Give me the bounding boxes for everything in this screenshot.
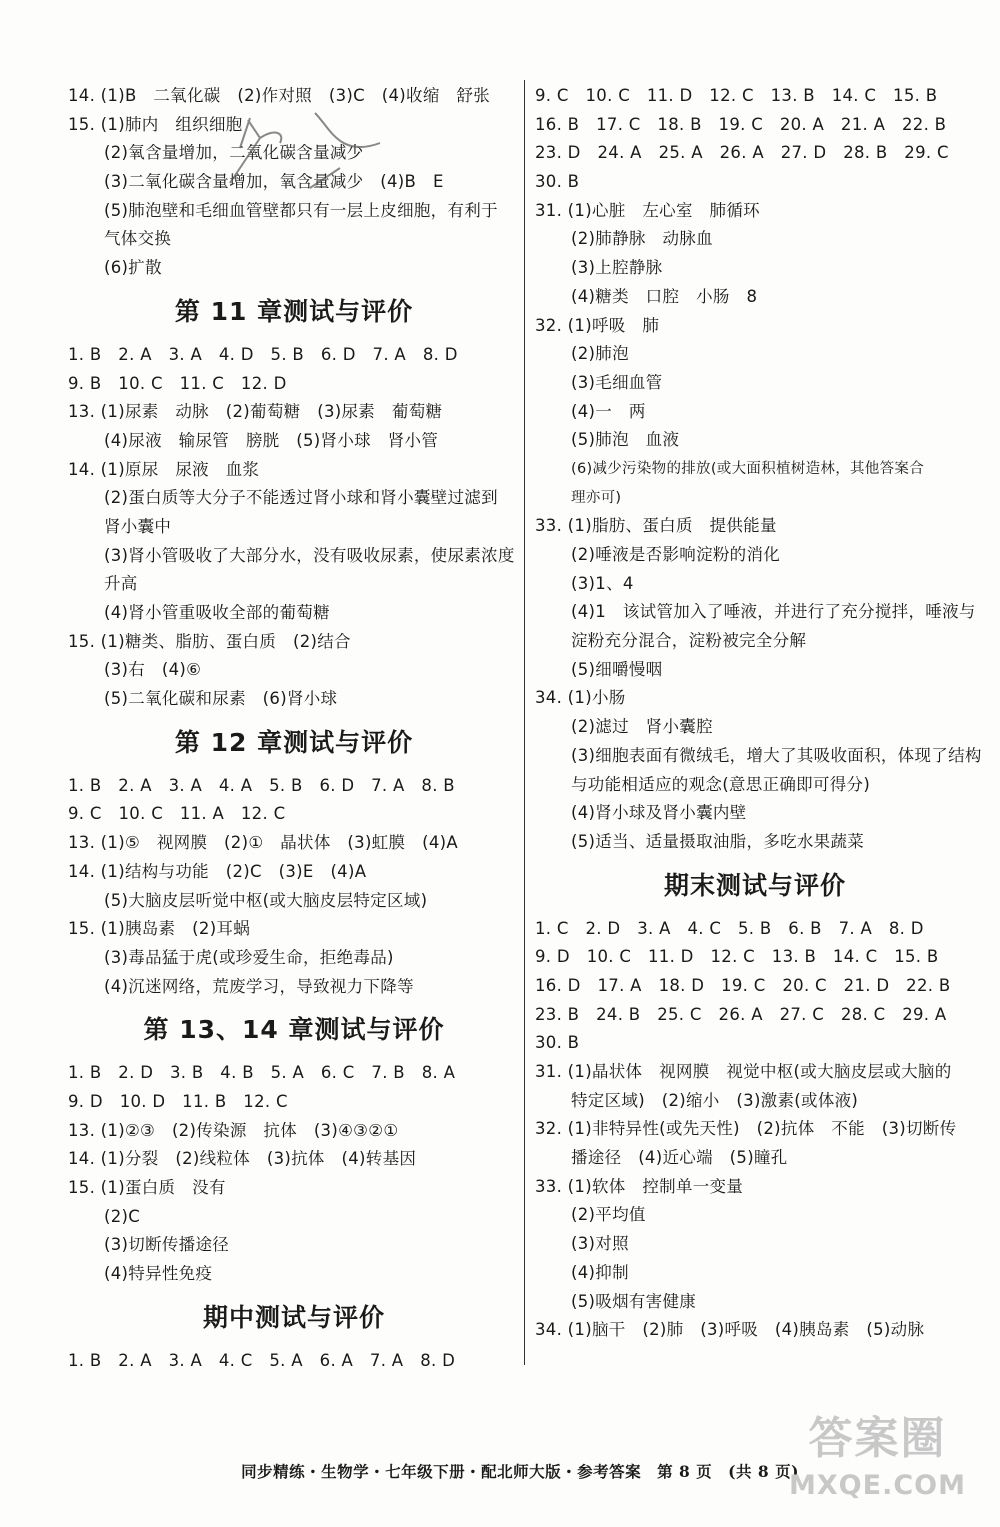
right-answer-line: 32. (1)呼吸 肺 <box>535 315 660 335</box>
left-answer-line: 1. B 2. A 3. A 4. C 5. A 6. A 7. A 8. D <box>68 1350 456 1370</box>
left-answer-line: 14. (1)B 二氧化碳 (2)作对照 (3)C (4)收缩 舒张 <box>68 86 491 105</box>
watermark-logo: 答案圈 <box>808 1413 947 1464</box>
right-answer-line: 31. (1)心脏 左心室 肺循环 <box>535 200 760 220</box>
right-answer-line: (2)唾液是否影响淀粉的消化 <box>571 545 781 564</box>
right-answer-line: 23. D 24. A 25. A 26. A 27. D 28. B 29. C <box>535 143 949 163</box>
right-answer-line: (3)毛细血管 <box>571 372 663 392</box>
left-answer-line: (6)扩散 <box>104 258 162 278</box>
left-answer-line: 9. B 10. C 11. C 12. D <box>68 373 287 393</box>
left-answer-line: 9. C 10. C 11. A 12. C <box>68 804 286 824</box>
right-answer-line: 32. (1)非特异性(或先天性) (2)抗体 不能 (3)切断传 <box>535 1119 957 1139</box>
section-heading: 期末测试与评价 <box>663 870 846 900</box>
right-answer-line: 30. B <box>535 172 580 192</box>
right-answer-line: 9. C 10. C 11. D 12. C 13. B 14. C 15. B <box>535 86 938 105</box>
right-answer-line: 16. B 17. C 18. B 19. C 20. A 21. A 22. B <box>535 114 947 134</box>
section-heading: 第 12 章测试与评价 <box>174 727 414 757</box>
left-answer-line: 15. (1)肺内 组织细胞 <box>68 114 243 134</box>
left-answer-line: 13. (1)尿素 动脉 (2)葡萄糖 (3)尿素 葡萄糖 <box>68 402 443 422</box>
left-answer-line: 14. (1)原尿 尿液 血浆 <box>68 459 260 479</box>
left-answer-line: (4)沉迷网络，荒废学习，导致视力下降等 <box>104 976 414 996</box>
right-answer-line: (3)1、4 <box>571 573 634 593</box>
left-answer-line: 升高 <box>104 574 138 594</box>
right-answer-line: 特定区域) (2)缩小 (3)激素(或体液) <box>571 1090 859 1110</box>
pencil-scribble <box>190 108 390 198</box>
left-answer-line: (2)C <box>104 1206 141 1226</box>
right-answer-line: (4)糖类 口腔 小肠 8 <box>571 286 758 306</box>
section-heading: 第 13、14 章测试与评价 <box>143 1015 445 1045</box>
left-answer-line: (3)右 (4)⑥ <box>104 660 202 680</box>
right-answer-line: (5)肺泡 血液 <box>571 430 680 450</box>
left-answer-line: (4)尿液 输尿管 膀胱 (5)肾小球 肾小管 <box>104 430 439 450</box>
right-answer-line: (4)一 两 <box>571 401 646 421</box>
left-answer-line: (4)特异性免疫 <box>104 1264 213 1284</box>
left-answer-line: 13. (1)⑤ 视网膜 (2)① 晶状体 (3)虹膜 (4)A <box>68 833 458 853</box>
right-answer-line: 1. C 2. D 3. A 4. C 5. B 6. B 7. A 8. D <box>535 918 924 938</box>
right-answer-line: 34. (1)小肠 <box>535 688 626 708</box>
right-answer-line: 淀粉充分混合，淀粉被完全分解 <box>571 631 807 651</box>
left-answer-line: 1. B 2. D 3. B 4. B 5. A 6. C 7. B 8. A <box>68 1063 456 1083</box>
watermark-url: MXQE.COM <box>789 1470 966 1501</box>
left-answer-line: (2)氧含量增加，二氧化碳含量减少 <box>104 143 364 163</box>
left-answer-line: (5)大脑皮层听觉中枢(或大脑皮层特定区域) <box>104 890 428 910</box>
left-column <box>68 82 520 1375</box>
left-answer-line: (5)二氧化碳和尿素 (6)肾小球 <box>104 689 338 709</box>
left-answer-line: 15. (1)蛋白质 没有 <box>68 1178 226 1197</box>
right-answer-line: 与功能相适应的观念(意思正确即可得分) <box>571 774 871 794</box>
left-answer-line: (3)切断传播途径 <box>104 1235 230 1255</box>
right-answer-line: 16. D 17. A 18. D 19. C 20. C 21. D 22. B <box>535 975 951 995</box>
right-answer-line: (3)对照 <box>571 1234 629 1254</box>
left-answer-line: (5)肺泡壁和毛细血管壁都只有一层上皮细胞，有利于 <box>104 200 498 220</box>
left-answer-line: (2)蛋白质等大分子不能透过肾小球和肾小囊壁过滤到 <box>104 488 498 508</box>
column-divider <box>524 80 525 1365</box>
right-answer-line: (3)上腔静脉 <box>571 258 663 278</box>
right-answer-line: (4)肾小球及肾小囊内壁 <box>571 803 747 823</box>
left-answer-line: 13. (1)②③ (2)传染源 抗体 (3)④③②① <box>68 1120 399 1140</box>
right-answer-line: 23. B 24. B 25. C 26. A 27. C 28. C 29. A <box>535 1004 947 1024</box>
left-answer-line: 14. (1)结构与功能 (2)C (3)E (4)A <box>68 861 367 881</box>
right-answer-line: (2)肺静脉 动脉血 <box>571 229 713 249</box>
left-answer-line: 1. B 2. A 3. A 4. D 5. B 6. D 7. A 8. D <box>68 344 458 364</box>
right-answer-line: 31. (1)晶状体 视网膜 视觉中枢(或大脑皮层或大脑的 <box>535 1062 952 1081</box>
left-answer-line: 9. D 10. D 11. B 12. C <box>68 1091 288 1111</box>
left-answer-line: (3)肾小管吸收了大部分水，没有吸收尿素，使尿素浓度 <box>104 545 515 565</box>
right-answer-line: (4)抑制 <box>571 1262 629 1282</box>
left-answer-line: 1. B 2. A 3. A 4. A 5. B 6. D 7. A 8. B <box>68 775 455 795</box>
left-answer-line: 14. (1)分裂 (2)线粒体 (3)抗体 (4)转基因 <box>68 1149 417 1169</box>
watermark <box>775 1409 980 1519</box>
right-answer-line: 理亦可) <box>571 489 622 506</box>
right-answer-line: (2)平均值 <box>571 1205 646 1225</box>
section-heading: 第 11 章测试与评价 <box>174 296 414 326</box>
right-answer-line: (5)吸烟有害健康 <box>571 1291 697 1311</box>
right-answer-line: 30. B <box>535 1033 580 1053</box>
right-answer-line: (3)细胞表面有微绒毛，增大了其吸收面积，体现了结构 <box>571 745 982 765</box>
right-answer-line: 9. D 10. C 11. D 12. C 13. B 14. C 15. B <box>535 947 939 967</box>
left-answer-line: (3)二氧化碳含量增加，氧含量减少 (4)B E <box>104 172 444 192</box>
right-answer-line: 33. (1)软体 控制单一变量 <box>535 1176 744 1196</box>
right-answer-line: 33. (1)脂肪、蛋白质 提供能量 <box>535 516 777 536</box>
left-answer-line: 肾小囊中 <box>104 516 172 536</box>
right-answer-line: 播途径 (4)近心端 (5)瞳孔 <box>571 1148 788 1168</box>
right-answer-line: (2)滤过 肾小囊腔 <box>571 717 713 737</box>
right-answer-line: (6)减少污染物的排放(或大面积植树造林，其他答案合 <box>571 460 924 477</box>
right-answer-line: (4)1 该试管加入了唾液，并进行了充分搅拌，唾液与 <box>571 602 976 622</box>
left-answer-line: 15. (1)胰岛素 (2)耳蜗 <box>68 919 251 939</box>
right-answer-line: (2)肺泡 <box>571 344 629 364</box>
left-answer-line: (3)毒品猛于虎(或珍爱生命，拒绝毒品) <box>104 947 394 967</box>
left-answer-line: (4)肾小管重吸收全部的葡萄糖 <box>104 603 330 622</box>
right-answer-line: 34. (1)脑干 (2)肺 (3)呼吸 (4)胰岛素 (5)动脉 <box>535 1320 925 1340</box>
left-answer-line: 气体交换 <box>104 229 172 249</box>
right-answer-line: (5)适当、适量摄取油脂，多吃水果蔬菜 <box>571 831 865 851</box>
page-footer: 同步精练・生物学・七年级下册・配北师大版・参考答案 第 8 页 (共 8 页) <box>241 1462 799 1481</box>
right-answer-line: (5)细嚼慢咽 <box>571 659 663 679</box>
section-heading: 期中测试与评价 <box>202 1302 385 1332</box>
right-column <box>535 82 982 1345</box>
left-answer-line: 15. (1)糖类、脂肪、蛋白质 (2)结合 <box>68 631 351 651</box>
